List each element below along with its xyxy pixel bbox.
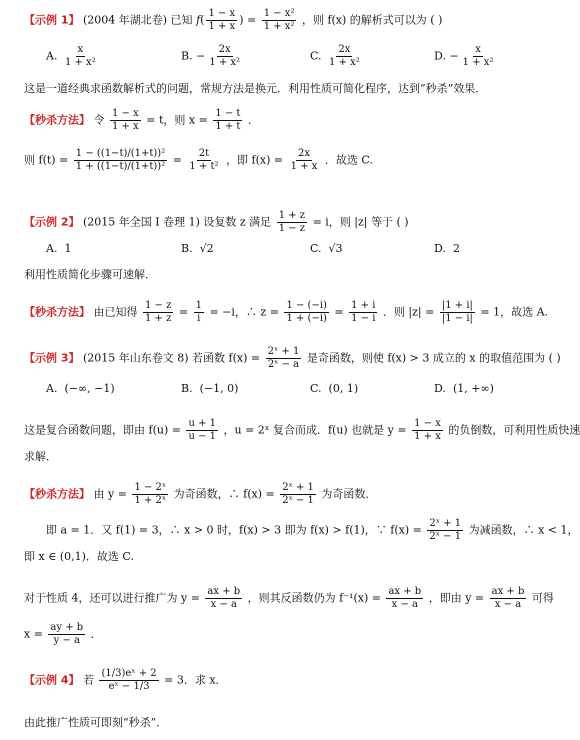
example-2-heading: 【示例 2】 (2015 年全国 I 卷理 1) 设复数 z 满足 $\frac{1 + z}{1 - z}$ = i，则 |z| 等于 ( ): [24, 210, 409, 234]
big-fraction: $\frac{\text{1 − ((1−t)/(1+t))²}}{\text{1 + ((1−t)/(1+t))²}}$: [75, 148, 166, 172]
example-3-heading: 【示例 3】 (2015 年山东卷文 8) 若函数 f(x) = $\frac{\text{2ˣ + 1}}{\text{2ˣ − a}}$ 是奇函数，则使 f(x) > 3 成立的 x 的取值范围为 ( ): [24, 346, 561, 370]
ex1-option-d: D. − $\frac{x}{\text{1 + x²}}$: [434, 44, 494, 68]
ex2-option-b: B. √2: [181, 242, 214, 255]
solution-2-tag: 【秒杀方法】: [24, 305, 90, 319]
ex3-option-a: A. (−∞, −1): [46, 382, 115, 395]
example-1-tag: 【示例 1】: [24, 13, 80, 27]
given-rhs-frac: $\frac{\text{1 − x²}}{\text{1 + x²}}$: [263, 8, 295, 32]
example-3-comment: 这是复合函数问题，即由 f(u) = $\frac{u + 1}{u - 1}$ ，u = 2ˣ 复合而成．f(u) 也就是 y = $\frac{1 - x}{1 + x}$ 的负倒数，可利用性质快速: [24, 418, 580, 442]
given-arg-frac: $\frac{1 - x}{1 + x}$: [208, 8, 236, 32]
solution-1-line-2: 则 f(t) = $\frac{\text{1 − ((1−t)/(1+t))²}}{\text{1 + ((1−t)/(1+t))²}}$ = $\frac{2t}{\text{1 + t²}}$ ，即 f(x) = $\frac{2x}{1 + x}$ ．故选 C.: [24, 148, 373, 172]
solution-1-line-1: 【秒杀方法】 令 $\frac{1 - x}{1 + x}$ = t，则 x = $\frac{1 - t}{1 + t}$ ．: [24, 108, 259, 132]
example-1-question: ，则 f(x) 的解析式可以为 ( ): [301, 13, 443, 27]
solution-3-line-2: 即 a = 1．又 f(1) = 3，∴ x > 0 时，f(x) > 3 即为 f(x) > f(1)，∵ f(x) = $\frac{\text{2ˣ + 1}}{\text{2ˣ − 1}}$ 为减函数，∴ x < 1，: [46, 518, 579, 542]
ex2-option-a: A. 1: [46, 242, 72, 255]
example-1-options: [24, 44, 551, 72]
ex3-option-b: B. (−1, 0): [181, 382, 239, 395]
solution-3-line-1: 【秒杀方法】 由 y = $\frac{\text{1 − 2ˣ}}{\text{1 + 2ˣ}}$ 为奇函数，∴ f(x) = $\frac{\text{2ˣ + 1}}{\text{2ˣ − 1}}$ 为奇函数．: [24, 482, 377, 506]
ex2-option-c: C. √3: [310, 242, 343, 255]
given-func: f: [196, 13, 201, 27]
solution-2: 【秒杀方法】 由已知得 $\frac{1 - z}{1 + z}$ = $\frac{1}{i}$ = −i，∴ z = $\frac{1 - (-i)}{1 + (-i)}$ = $\frac{1 + i}{1 - i}$ ．则 |z| = $\frac{|1 + i|}{|1 - i|}$ = 1，故选 A.: [24, 300, 549, 324]
property-4-line-1: 对于性质 4，还可以进行推广为 y = $\frac{ax + b}{x - a}$ ，则其反函数仍为 f⁻¹(x) = $\frac{ax + b}{x - a}$ ，即由 y = $\frac{ax + b}{x - a}$ 可得: [24, 586, 554, 610]
example-3-comment-end: 求解．: [24, 450, 57, 463]
solution-1-tag: 【秒杀方法】: [24, 113, 90, 127]
example-1-comment: 这是一道经典求函数解析式的问题，常规方法是换元．利用性质可简化程序，达到“秒杀”效果．: [24, 82, 487, 95]
solution-3-tag: 【秒杀方法】: [24, 487, 90, 501]
example-2-tag: 【示例 2】: [24, 215, 80, 229]
ex1-option-b: B. − $\frac{2x}{\text{1 + x²}}$: [181, 44, 241, 68]
example-2-comment: 利用性质简化步骤可速解．: [24, 268, 156, 281]
example-1-intro: (2004 年湖北卷) 已知: [82, 13, 193, 27]
example-3-tag: 【示例 3】: [24, 351, 80, 365]
property-4-line-2: x = $\frac{ay + b}{y - a}$ ．: [24, 622, 102, 646]
ex2-option-d: D. 2: [434, 242, 460, 255]
example-4: 【示例 4】 若 $\frac{\text{(1/3)eˣ + 2}}{\text{eˣ − 1/3}}$ = 3．求 x．: [24, 668, 227, 692]
final-note: 由此推广性质可即刻“秒杀”．: [24, 716, 168, 729]
ex3-option-d: D. (1, +∞): [434, 382, 494, 395]
example-1-heading: 【示例 1】 (2004 年湖北卷) 已知 f( $\frac{1 - x}{1 + x}$ ) = $\frac{\text{1 − x²}}{\text{1 + x²}}$ ，则 f(x) 的解析式可以为 ( ): [24, 8, 443, 32]
ex1-option-a: A. $\frac{x}{\text{1 + x²}}$: [46, 44, 96, 68]
example-4-tag: 【示例 4】: [24, 673, 80, 687]
solution-3-line-3: 即 x ∈ (0,1)．故选 C.: [24, 550, 134, 563]
ex3-option-c: C. (0, 1): [310, 382, 359, 395]
ex1-option-c: C. $\frac{2x}{\text{1 + x²}}$: [310, 44, 360, 68]
